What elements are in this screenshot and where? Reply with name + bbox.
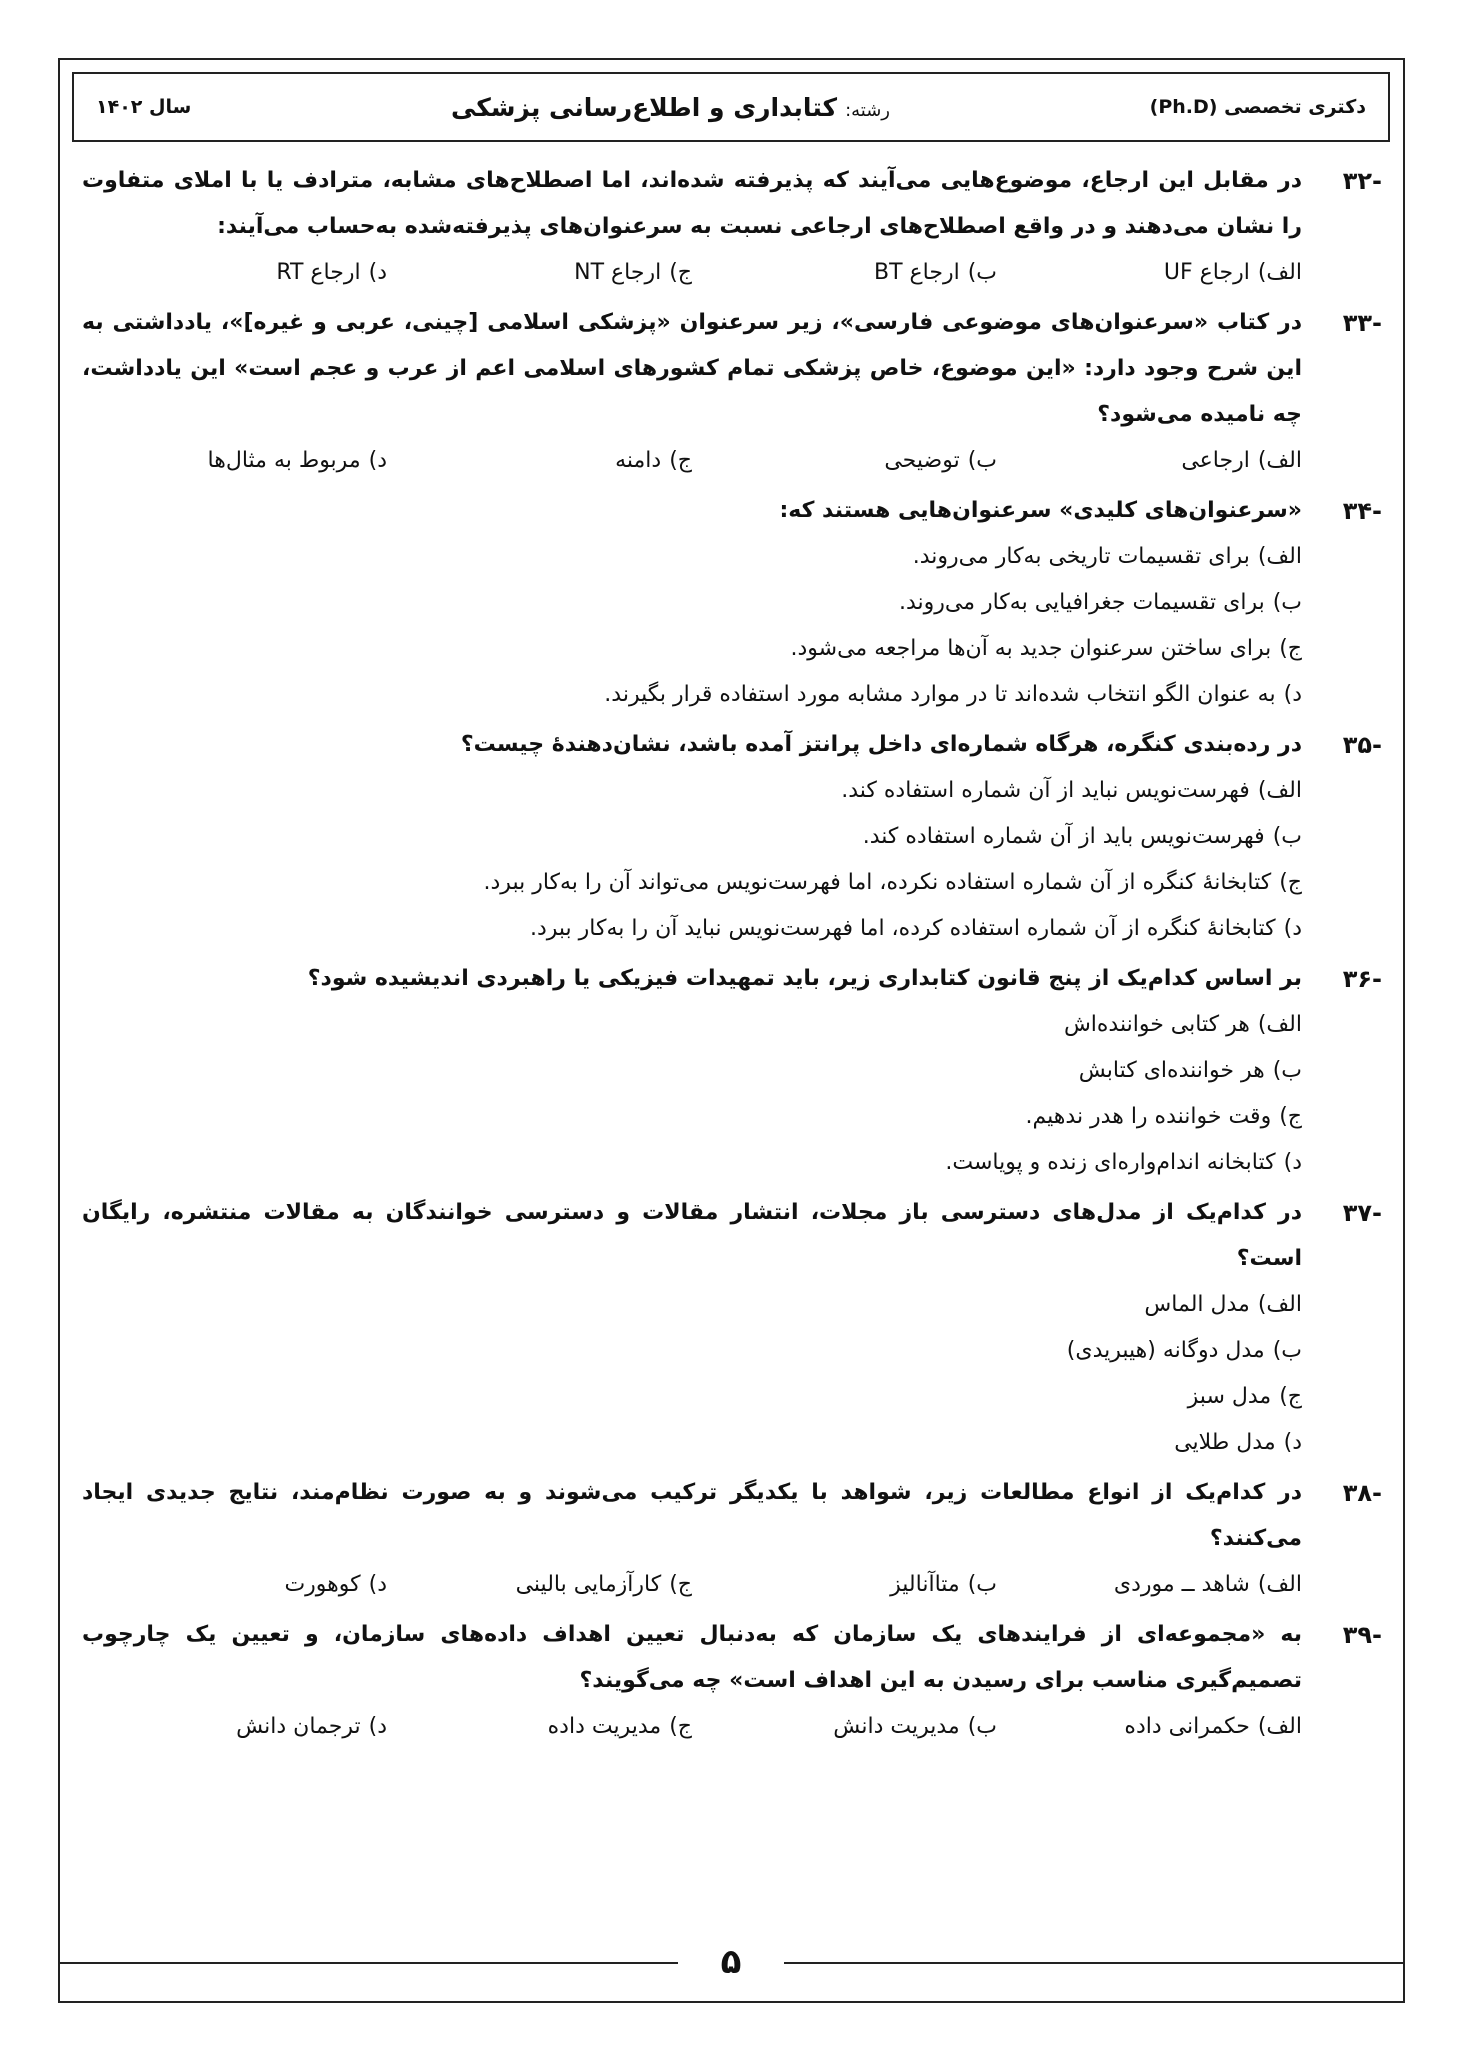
question-37 — [82, 1190, 1382, 1466]
footer-rule-right — [784, 1962, 1405, 1964]
option-c: ج)برای ساختن سرعنوان جدید به آن‌ها مراجعه می‌شود. — [790, 636, 1302, 661]
exam-year: سال ۱۴۰۲ — [96, 96, 192, 118]
field-label: رشته: — [845, 99, 890, 121]
option-d: د)مربوط به مثال‌ها — [207, 448, 387, 473]
option-d: د)کوهورت — [284, 1572, 387, 1597]
options-list — [82, 1002, 1302, 1186]
questions-container — [82, 158, 1382, 1754]
option-b: ب)توضیحی — [884, 448, 997, 473]
question-39 — [82, 1612, 1382, 1750]
option-d: د)مدل طلایی — [1174, 1430, 1302, 1455]
option-a: الف)مدل الماس — [1144, 1292, 1302, 1317]
option-b: ب)متاآنالیز — [890, 1572, 997, 1597]
question-number: -۳۴ — [1342, 497, 1382, 525]
question-35 — [82, 722, 1382, 952]
option-a: الف)ارجاعی — [1181, 448, 1302, 473]
question-text: در رده‌بندی کنگره، هرگاه شماره‌ای داخل پرانتز آمده باشد، نشان‌دهندهٔ چیست؟ — [460, 732, 1302, 757]
question-number: -۳۸ — [1342, 1479, 1382, 1507]
question-number: -۳۲ — [1342, 167, 1382, 195]
question-text: بر اساس کدام‌یک از پنج قانون کتابداری زیر، باید تمهیدات فیزیکی یا راهبردی اندیشیده شود؟ — [307, 966, 1302, 991]
options-list — [82, 768, 1302, 952]
option-c: ج)مدل سبز — [1187, 1384, 1302, 1409]
option-b: ب)مدیریت دانش — [833, 1714, 997, 1739]
question-number: -۳۳ — [1342, 309, 1382, 337]
question-number: -۳۷ — [1342, 1199, 1382, 1227]
question-text: به «مجموعه‌ای از فرایندهای یک سازمان که به‌دنبال تعیین اهداف داده‌های سازمان، و تعیین یک چارچوب تصمیم‌گیری مناسب برای رسیدن به این اهداف است» چه می‌گویند؟ — [82, 1622, 1302, 1693]
question-number: -۳۹ — [1342, 1621, 1382, 1649]
question-number: -۳۵ — [1342, 731, 1382, 759]
option-c: ج)کارآزمایی بالینی — [515, 1572, 692, 1597]
question-text: «سرعنوان‌های کلیدی» سرعنوان‌هایی هستند که: — [779, 498, 1302, 523]
option-d: د)کتابخانه اندام‌واره‌ای زنده و پویاست. — [945, 1150, 1302, 1175]
option-c: ج)مدیریت داده — [547, 1714, 692, 1739]
question-36 — [82, 956, 1382, 1186]
option-b: ب)فهرست‌نویس باید از آن شماره استفاده کند. — [862, 824, 1302, 849]
question-number: -۳۶ — [1342, 965, 1382, 993]
question-text: در مقابل این ارجاع، موضوع‌هایی می‌آیند که پذیرفته شده‌اند، اما اصطلاح‌های مشابه، مترادف یا با املای متفاوت را نشان می‌دهند و در واقع اصطلاح‌های ارجاعی نسبت به سرعنوان‌های پذیرفته‌شده به‌حساب می‌آیند: — [82, 168, 1302, 239]
option-b: ب)ارجاع BT — [874, 260, 997, 285]
footer-rule-left — [58, 1962, 678, 1964]
option-a: الف)فهرست‌نویس نباید از آن شماره استفاده کند. — [841, 778, 1302, 803]
page-header — [72, 72, 1390, 142]
option-d: د)کتابخانهٔ کنگره از آن شماره استفاده کرده، اما فهرست‌نویس نباید آن را به‌کار ببرد. — [529, 916, 1302, 941]
option-c: ج)وقت خواننده را هدر ندهیم. — [1025, 1104, 1302, 1129]
option-a: الف)هر کتابی خواننده‌اش — [1063, 1012, 1302, 1037]
option-b: ب)مدل دوگانه (هیبریدی) — [1066, 1338, 1302, 1363]
option-d: د)ارجاع RT — [276, 260, 387, 285]
options-row — [82, 1704, 1302, 1750]
question-33 — [82, 300, 1382, 484]
field-name: کتابداری و اطلاع‌رسانی پزشکی — [451, 92, 838, 122]
option-d: د)ترجمان دانش — [236, 1714, 387, 1739]
question-text: در کدام‌یک از انواع مطالعات زیر، شواهد با یکدیگر ترکیب می‌شوند و به صورت نظام‌مند، نتایج جدیدی ایجاد می‌کنند؟ — [82, 1480, 1302, 1551]
question-32 — [82, 158, 1382, 296]
question-text: در کدام‌یک از مدل‌های دسترسی باز مجلات، انتشار مقالات و دسترسی خوانندگان به مقالات منتشره، رایگان است؟ — [82, 1200, 1302, 1271]
question-34 — [82, 488, 1382, 718]
option-b: ب)برای تقسیمات جغرافیایی به‌کار می‌روند. — [898, 590, 1302, 615]
page-number: ۵ — [720, 1942, 742, 1982]
options-list — [82, 1282, 1302, 1466]
option-b: ب)هر خواننده‌ای کتابش — [1078, 1058, 1302, 1083]
option-d: د)به عنوان الگو انتخاب شده‌اند تا در موارد مشابه مورد استفاده قرار بگیرند. — [604, 682, 1302, 707]
options-row — [82, 438, 1302, 484]
field-title — [451, 93, 890, 122]
option-a: الف)ارجاع UF — [1163, 260, 1302, 285]
option-c: ج)دامنه — [615, 448, 692, 473]
question-text: در کتاب «سرعنوان‌های موضوعی فارسی»، زیر سرعنوان «پزشکی اسلامی [چینی، عربی و غیره]»، یادداشتی به این شرح وجود دارد: «این موضوع، خاص پزشکی تمام کشورهای اسلامی اعم از عرب و عجم است» این یادداشت، چه نامیده می‌شود؟ — [82, 310, 1302, 427]
options-list — [82, 534, 1302, 718]
option-a: الف)برای تقسیمات تاریخی به‌کار می‌روند. — [912, 544, 1302, 569]
degree-label: دکتری تخصصی (Ph.D) — [1149, 96, 1366, 118]
option-c: ج)ارجاع NT — [574, 260, 692, 285]
question-38 — [82, 1470, 1382, 1608]
option-c: ج)کتابخانهٔ کنگره از آن شماره استفاده نکرده، اما فهرست‌نویس می‌تواند آن را به‌کار ببرد. — [483, 870, 1302, 895]
options-row — [82, 250, 1302, 296]
option-a: الف)حکمرانی داده — [1124, 1714, 1302, 1739]
option-a: الف)شاهد ــ موردی — [1113, 1572, 1302, 1597]
options-row — [82, 1562, 1302, 1608]
